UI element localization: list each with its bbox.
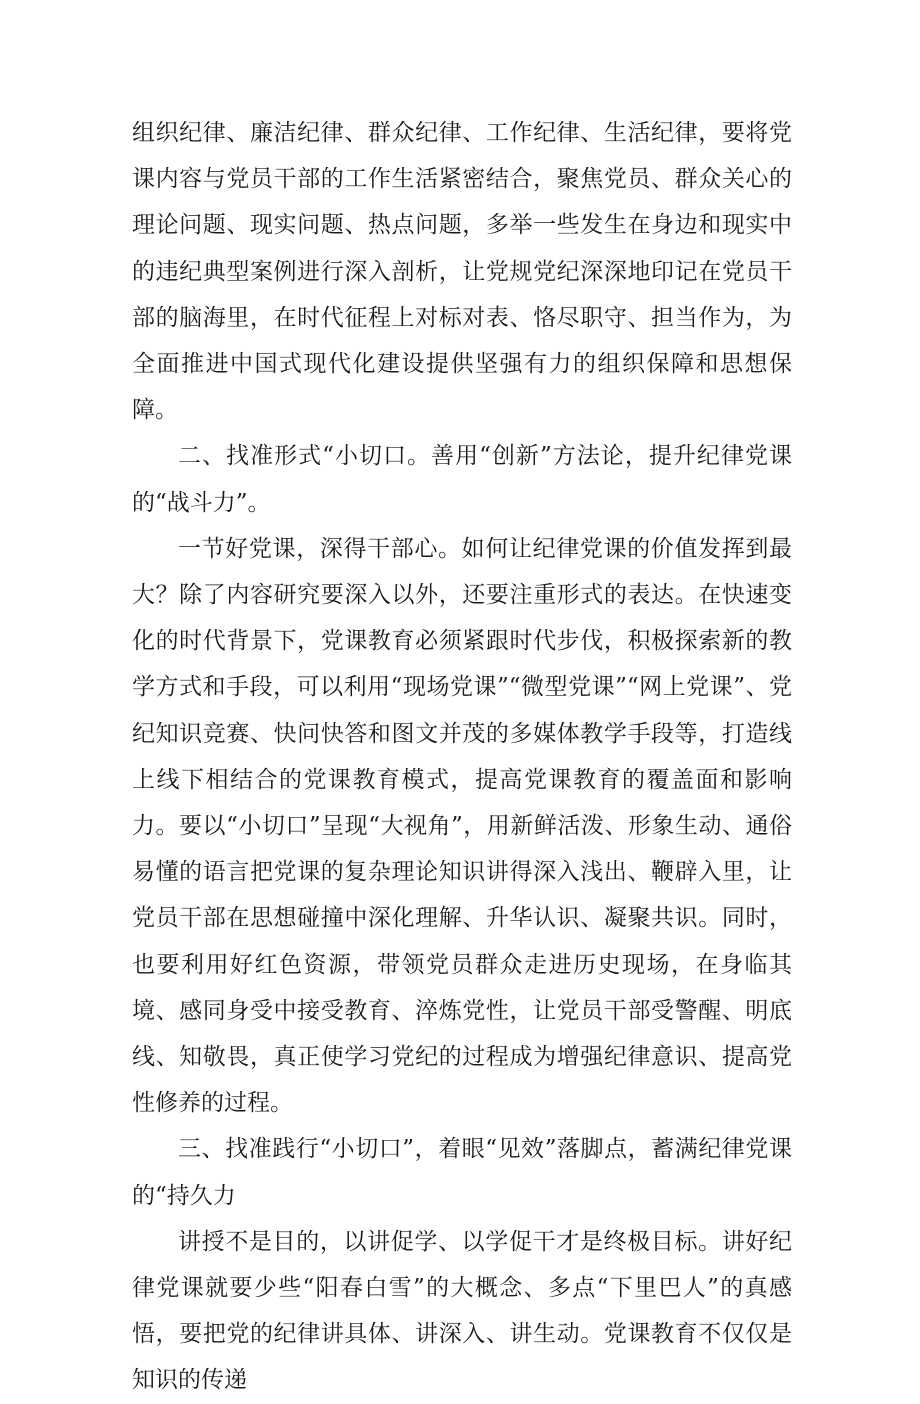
document-body (132, 110, 792, 1404)
heading-section-three: 三、找准践行“小切口”，着眼“见效”落脚点，蓄满纪律党课的“持久力 (132, 1136, 792, 1209)
paragraph-practice-effect: 讲授不是目的，以讲促学、以学促干才是终极目标。讲好纪律党课就要少些“阳春白雪”的大概念、多点“下里巴人”的真感悟，要把党的纪律讲具体、讲深入、讲生动。党课教育不仅仅是知识的传递 (132, 1228, 792, 1394)
paragraph-form-innovation: 一节好党课，深得干部心。如何让纪律党课的价值发挥到最大？除了内容研究要深入以外，还要注重形式的表达。在快速变化的时代背景下，党课教育必须紧跟时代步伐，积极探索新的教学方式和手段，可以利用“现场党课”“微型党课”“网上党课”、党纪知识竞赛、快问快答和图文并茂的多媒体教学手段等，打造线上线下相结合的党课教育模式，提高党课教育的覆盖面和影响力。要以“小切口”呈现“大视角”，用新鲜活泼、形象生动、通俗易懂的语言把党课的复杂理论知识讲得深入浅出、鞭辟入里，让党员干部在思想碰撞中深化理解、升华认识、凝聚共识。同时，也要利用好红色资源，带领党员群众走进历史现场，在身临其境、感同身受中接受教育、淬炼党性，让党员干部受警醒、明底线、知敬畏，真正使学习党纪的过程成为增强纪律意识、提高党性修养的过程。 (132, 535, 792, 1117)
heading-section-two: 二、找准形式“小切口。善用“创新”方法论，提升纪律党课的“战斗力”。 (132, 443, 792, 516)
paragraph-discipline-content: 组织纪律、廉洁纪律、群众纪律、工作纪律、生活纪律，要将党课内容与党员干部的工作生活紧密结合，聚焦党员、群众关心的理论问题、现实问题、热点问题，多举一些发生在身边和现实中的违纪典型案例进行深入剖析，让党规党纪深深地印记在党员干部的脑海里，在时代征程上对标对表、恪尽职守、担当作为，为全面推进中国式现代化建设提供坚强有力的组织保障和思想保障。 (132, 120, 792, 424)
